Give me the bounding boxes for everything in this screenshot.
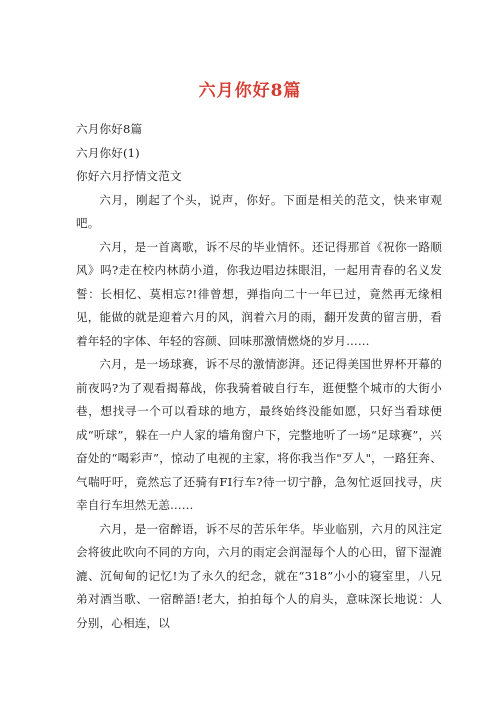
body-paragraph: 六月，是一场球赛，诉不尽的激情澎湃。还记得美国世界杯开幕的前夜吗?为了观看揭幕战，你我骑着破自行车，逛便整个城市的大街小巷，想找寻一个可以看球的地方，最终始终没能如愿，只好当看球便成“听球”，躲在一户人家的墙角窗户下，完整地听了一场“足球赛”，兴奋处的“喝彩声”，惊动了电视的主家，将你我当作"歹人"，一路狂奔、气喘吁吁，竟然忘了还骑有FI行车?待一切宁静，急匆忙返回找寻，庆幸自行车坦然无恙……: [76, 357, 442, 512]
heading-line: 你好六月抒情文范文: [76, 169, 182, 183]
document-title: 六月你好8篇: [198, 81, 302, 101]
document-body: [76, 118, 442, 635]
body-paragraph: 六月，是一首离歌，诉不尽的毕业情怀。还记得那首《祝你一路顺风》吗?走在校内林荫小道，你我边唱边抹眼泪，一起用青春的名义发誓：长相忆、莫相忘?!徘曾想，弹指向二十一年已过，竟然再无缘相见，能做的就是迎着六月的风，润着六月的雨，翻开发黄的留言册，看着年轻的字体、年轻的容颜、回味那激情燃烧的岁月……: [76, 239, 442, 348]
body-paragraph: 六月，刚起了个头，说声，你好。下面是相关的范文，快来审观吧。: [76, 192, 442, 230]
heading-line: 六月你好8篇: [76, 122, 143, 136]
body-paragraph: 六月，是一宿醉语，诉不尽的苦乐年华。毕业临别，六月的风注定会将彼此吹向不同的方向，六月的雨定会润湿每个人的心田，留下湿漉漉、沉甸甸的记忆!为了永久的纪念，就在“318”小小的寝室里，八兄弟对酒当歌、一宿醉語!老大，拍拍每个人的肩头，意味深长地说：人分别，心相连，以: [76, 521, 442, 630]
heading-line: 六月你好(1): [76, 145, 140, 160]
